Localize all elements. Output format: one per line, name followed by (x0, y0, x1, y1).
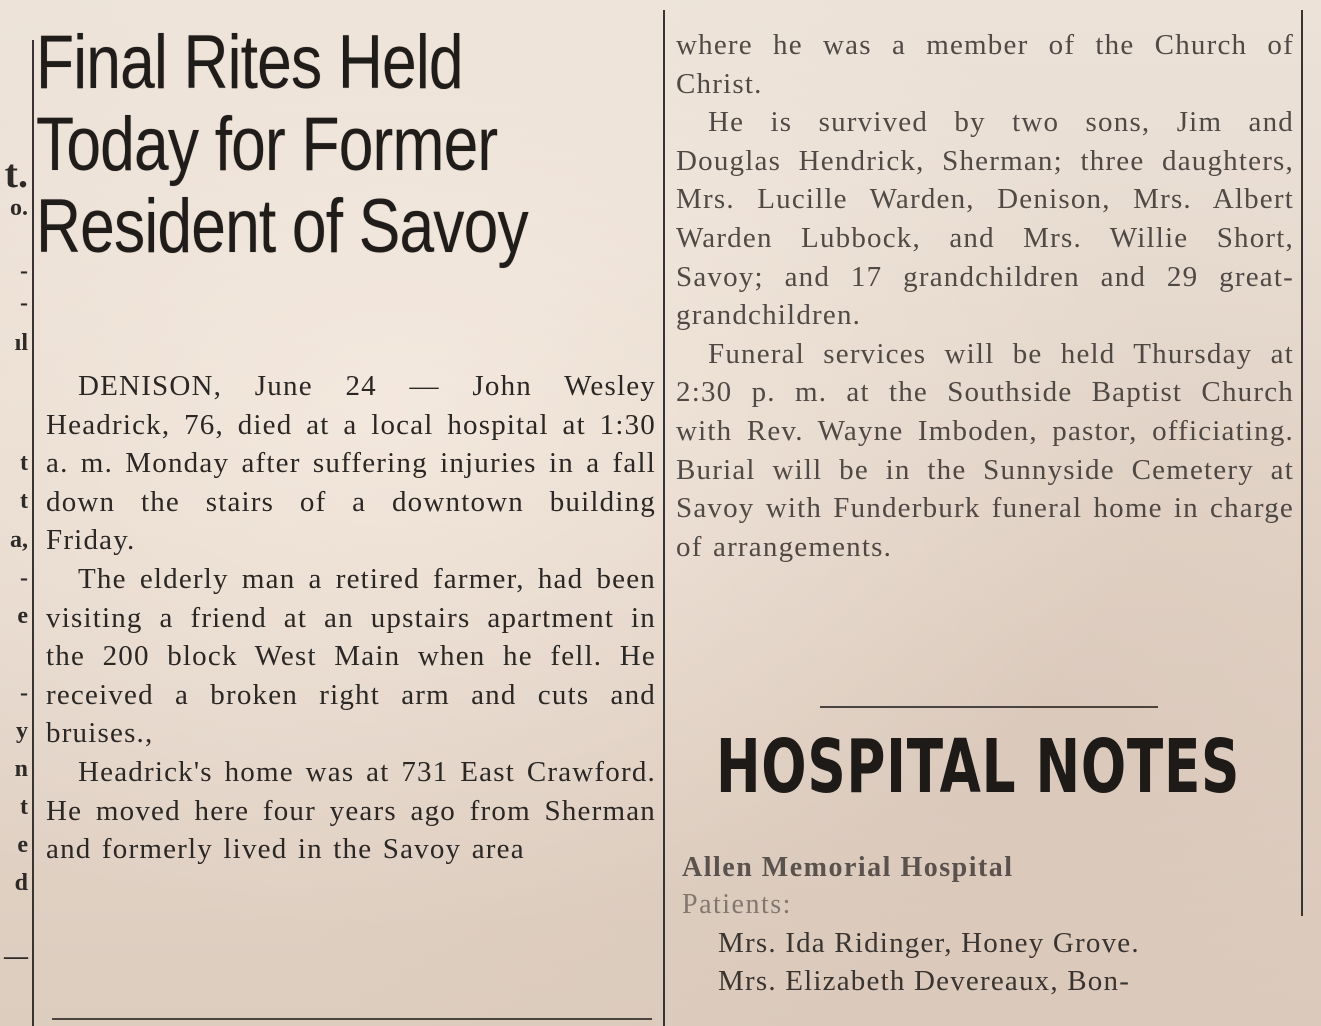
column-rule-left (32, 40, 34, 1026)
fragment: t. (4, 151, 28, 196)
hospital-notes-heading: HOSPITAL NOTES (716, 724, 1241, 810)
fragment: y (16, 718, 28, 744)
fragment: - (20, 565, 28, 591)
article-paragraph: The elderly man a retired farmer, had been visiting a friend at an upstairs apartment in the 200 block West Main when he fell. He received a broken right arm and cuts and bruises., (46, 562, 656, 750)
article-paragraph: DENISON, June 24 — John Wesley Headrick, 76, died at a local hospital at 1:30 a. m. Monday after suffering injuries in a fall down the stairs of a downtown building Friday. (46, 370, 656, 557)
article-paragraph: Headrick's home was at 731 East Crawford. He moved here four years ago from Sherman and formerly lived in the Savoy area (46, 755, 656, 866)
hospital-name: Allen Memorial Hospital (682, 852, 1014, 883)
patient-entry: Mrs. Elizabeth Devereaux, Bon- (718, 965, 1131, 997)
section-divider (820, 706, 1158, 708)
bottom-rule (52, 1018, 652, 1020)
column-rule-center (663, 10, 665, 1026)
patients-label: Patients: (682, 889, 792, 920)
fragment: t (20, 450, 28, 476)
fragment: — (4, 944, 28, 970)
adjacent-column-fragments (0, 0, 30, 1026)
headline-line-3: Resident of Savoy (36, 184, 528, 269)
fragment: d (14, 870, 28, 896)
fragment: t (20, 794, 28, 820)
obituary-continued-column (676, 26, 1294, 566)
article-body (46, 367, 656, 869)
hospital-notes-body (682, 850, 1294, 1000)
fragment: - (20, 680, 28, 706)
fragment: t (20, 488, 28, 514)
obituary-column (36, 20, 658, 866)
survivors-paragraph: He is survived by two sons, Jim and Douglas Hendrick, Sherman; three daughters, Mrs. Lucille Warden, Denison, Mrs. Albert Warden Lubbock, and Mrs. Willie Short, Savoy; and 17 grandchildren and 29 great-grandchildren. (676, 106, 1294, 332)
article-paragraph-continued: where he was a member of the Church of Christ. (676, 29, 1294, 100)
funeral-paragraph: Funeral services will be held Thursday at 2:30 p. m. at the Southside Baptist Church with Rev. Wayne Imboden, pastor, officiating. Burial will be in the Sunnyside Cemetery at Savoy with Funderburk funeral home in charge of arrangements. (676, 337, 1294, 563)
fragment: a, (10, 527, 28, 553)
headline (36, 22, 659, 268)
fragment: e (17, 832, 28, 858)
headline-line-2: Today for Former (36, 102, 498, 187)
fragment: o. (10, 195, 28, 221)
fragment: - (20, 258, 28, 284)
fragment: n (14, 756, 28, 782)
fragment: e (17, 603, 28, 629)
fragment: ıl (14, 330, 28, 356)
fragment: - (20, 290, 28, 316)
patient-entry: Mrs. Ida Ridinger, Honey Grove. (718, 927, 1140, 959)
article-body-continued (676, 26, 1294, 566)
column-rule-right (1301, 10, 1303, 916)
headline-line-1: Final Rites Held (36, 20, 463, 105)
